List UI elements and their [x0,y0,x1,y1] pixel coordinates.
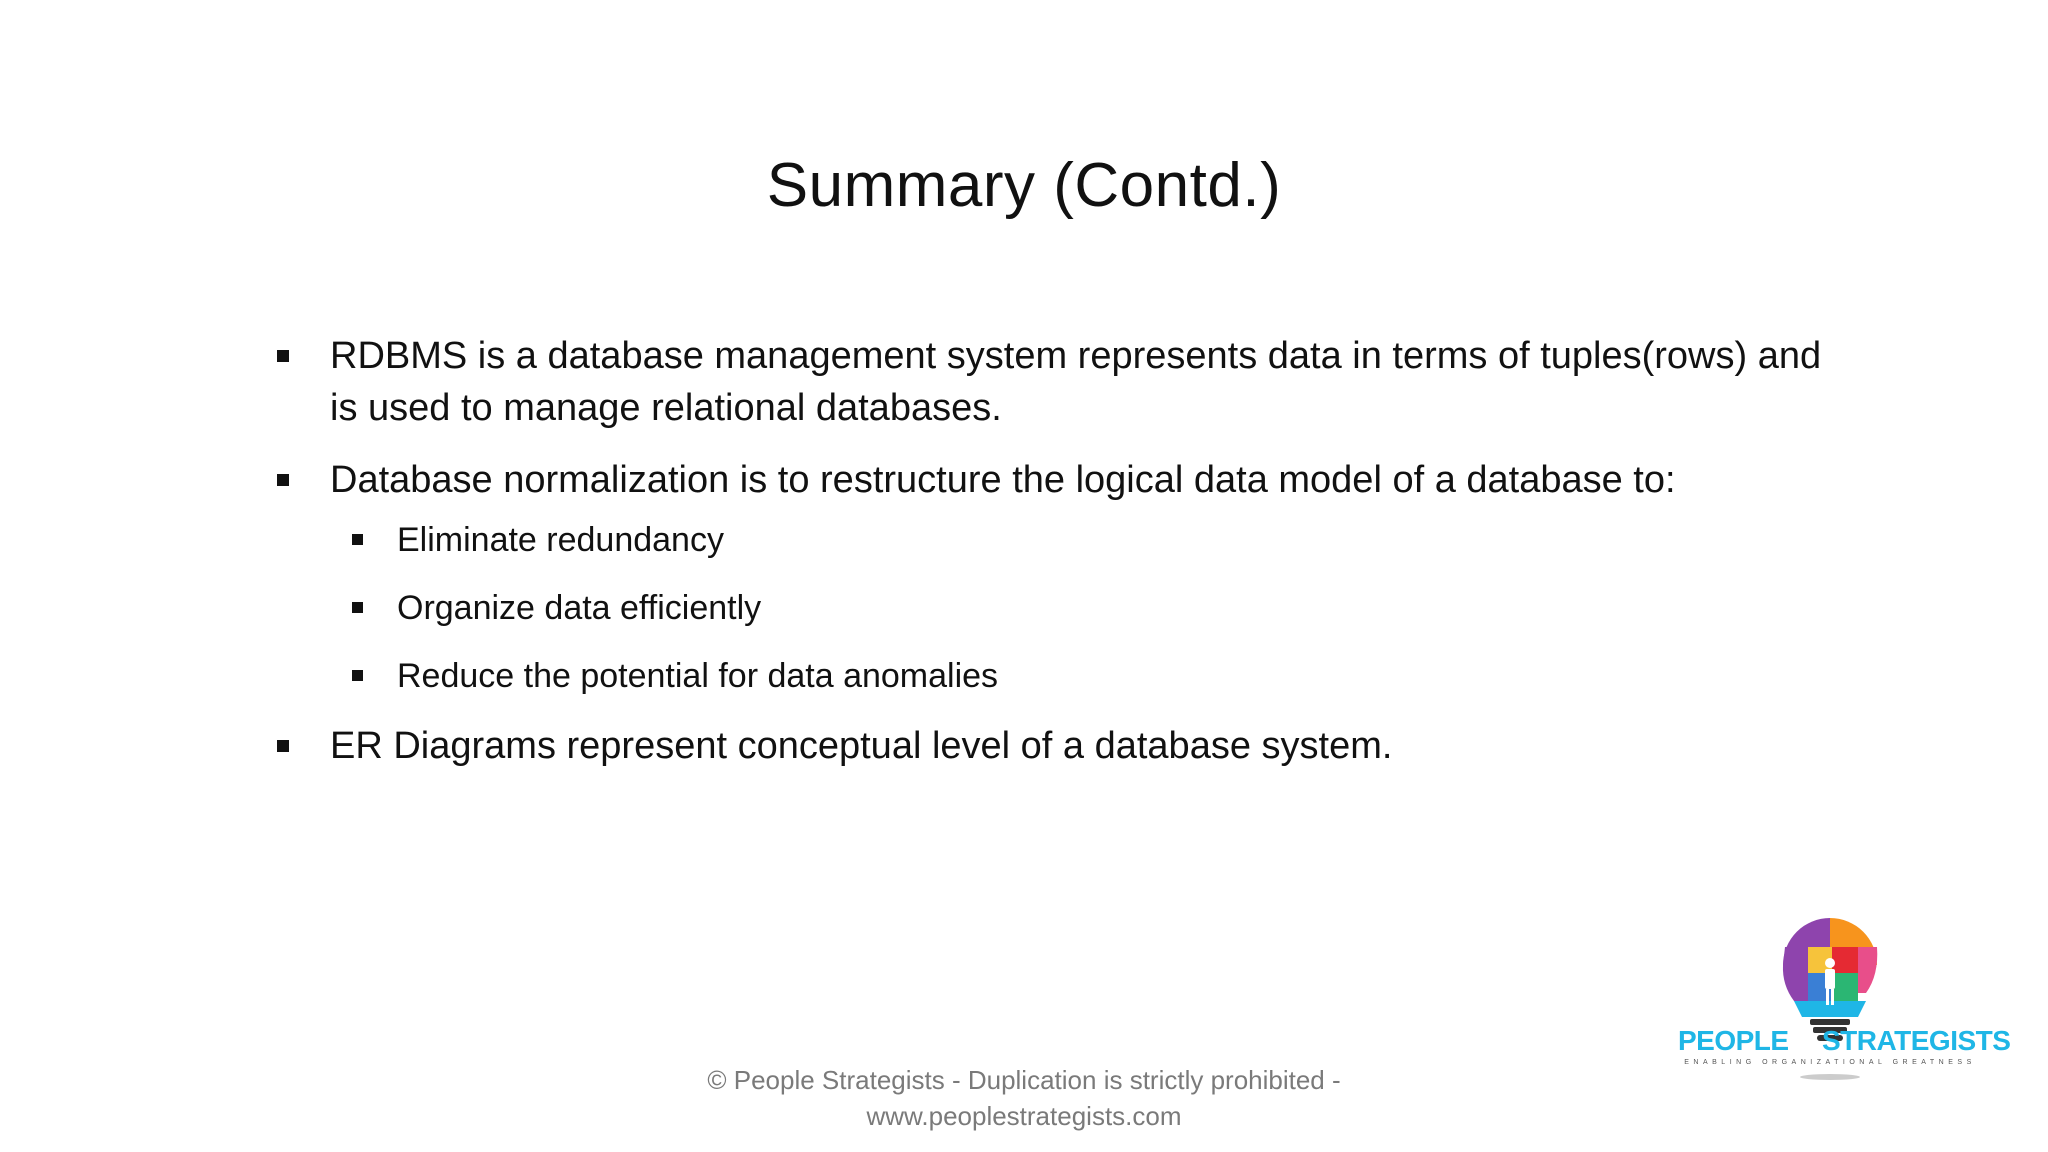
square-bullet-icon [277,474,289,486]
bullet-item [270,454,1830,700]
logo-word-left: PEOPLE [1678,1025,1789,1056]
bullet-list [270,330,1830,792]
square-bullet-icon [277,350,289,362]
sub-bullet-item [330,516,1830,564]
sub-bullet-item [330,652,1830,700]
logo-tagline: ENABLING ORGANIZATIONAL GREATNESS [1684,1059,1976,1066]
logo-word-right: STRATEGISTS [1822,1025,2011,1056]
sub-bullet-text: Eliminate redundancy [397,521,724,559]
sub-bullet-text: Reduce the potential for data anomalies [397,657,999,695]
bullet-text: RDBMS is a database management system represents data in terms of tuples(rows) and is used to manage relational databases. [330,335,1822,429]
square-bullet-icon [352,670,363,681]
slide-title: Summary (Contd.) [766,151,1282,220]
bullet-text: Database normalization is to restructure the logical data model of a database to: [330,459,1676,501]
square-bullet-icon [277,740,289,752]
footer [0,1062,2048,1134]
sub-bullet-list [330,516,1830,700]
sub-bullet-item [330,584,1830,632]
sub-bullet-text: Organize data efficiently [397,589,762,627]
square-bullet-icon [352,602,363,613]
square-bullet-icon [352,534,363,545]
footer-copyright: © People Strategists - Duplication is strictly prohibited - [707,1065,1341,1095]
footer-website: www.peoplestrategists.com [866,1101,1182,1131]
bullet-item [270,330,1830,434]
bullet-text: ER Diagrams represent conceptual level of a database system. [330,725,1393,767]
bullet-item [270,720,1830,772]
